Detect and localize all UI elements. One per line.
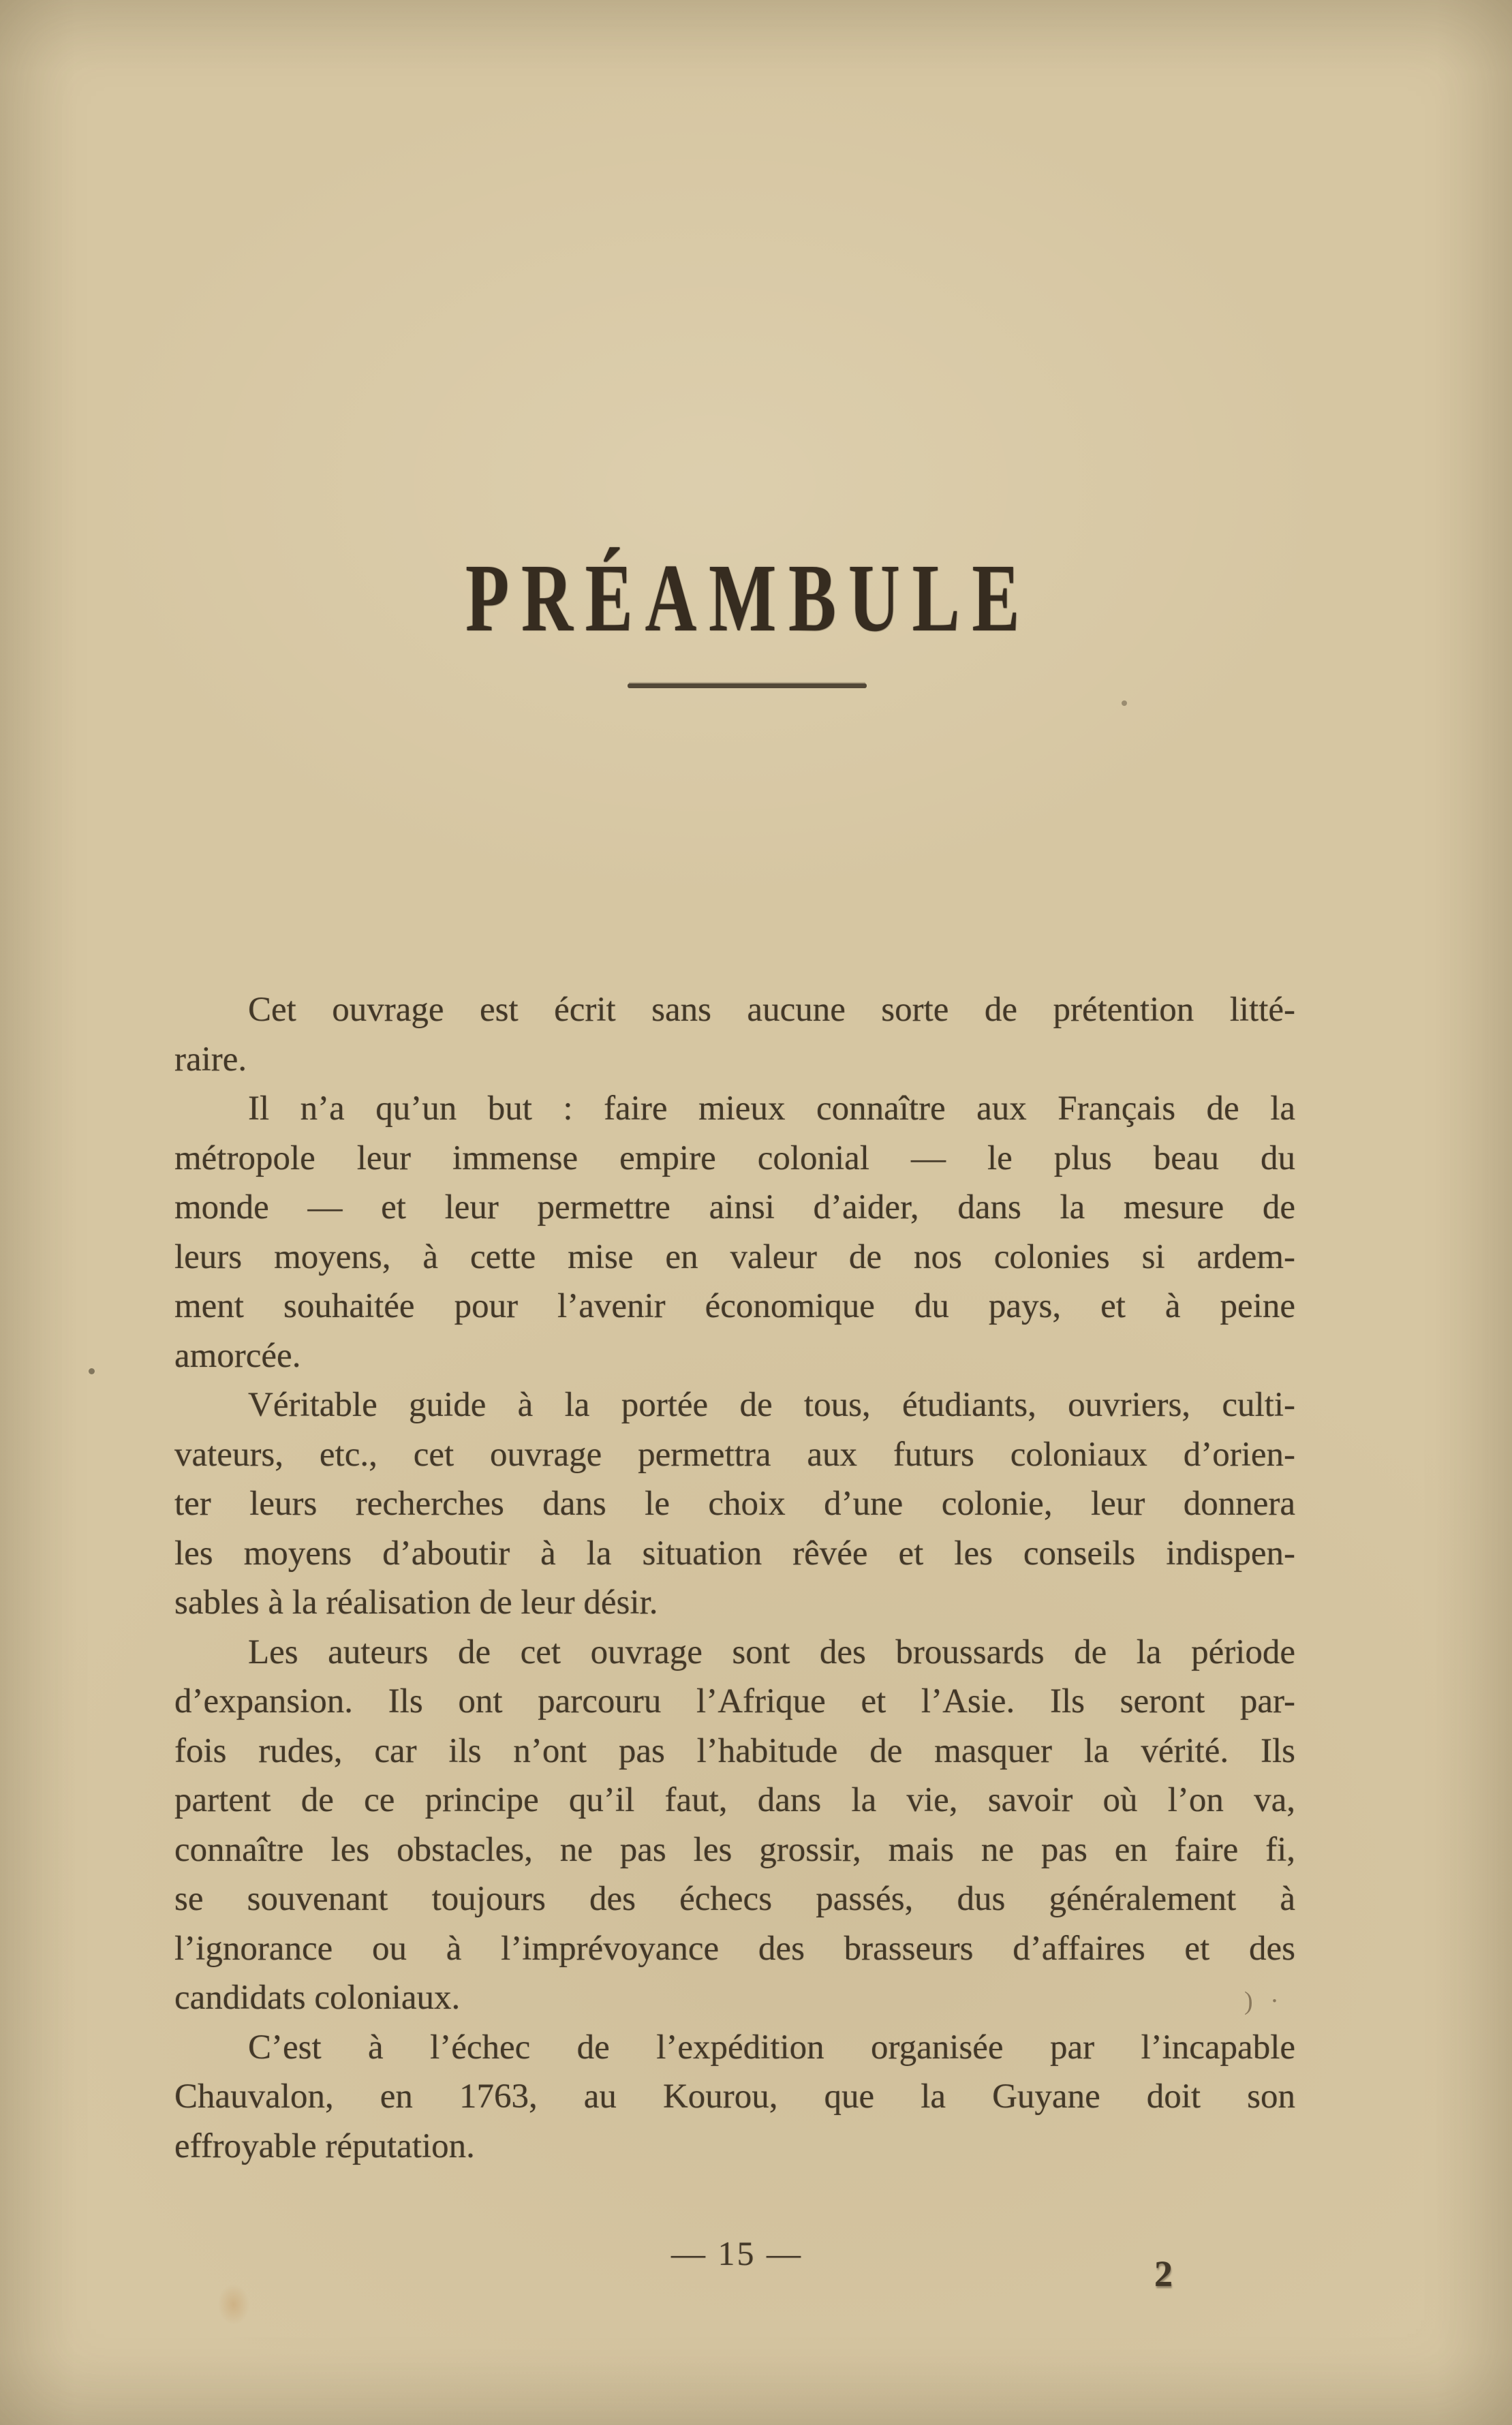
paper-stain xyxy=(218,2284,249,2325)
text-line: vateurs, etc., cet ouvrage permettra aux futurs coloniaux d’orien- xyxy=(174,1435,1295,1474)
text-line: ter leurs recherches dans le choix d’une colonie, leur donnera xyxy=(174,1485,1295,1523)
text-line: partent de ce principe qu’il faut, dans la vie, savoir où l’on va, xyxy=(174,1781,1295,1819)
text-line: C’est à l’échec de l’expédition organisée par l’incapable xyxy=(248,2028,1295,2067)
text-line: Véritable guide à la portée de tous, étudiants, ouvriers, culti- xyxy=(248,1386,1295,1424)
text-line: monde — et leur permettre ainsi d’aider, dans la mesure de xyxy=(174,1188,1295,1226)
text-line: fois rudes, car ils n’ont pas l’habitude de masquer la vérité. Ils xyxy=(174,1731,1295,1770)
text-line: connaître les obstacles, ne pas les grossir, mais ne pas en faire fi, xyxy=(174,1830,1295,1869)
text-line: Les auteurs de cet ouvrage sont des broussards de la période xyxy=(248,1633,1295,1671)
text-line: ment souhaitée pour l’avenir économique du pays, et à peine xyxy=(174,1287,1295,1325)
text-line: l’ignorance ou à l’imprévoyance des brasseurs d’affaires et des xyxy=(174,1929,1295,1968)
text-line: sables à la réalisation de leur désir. xyxy=(174,1584,658,1622)
paper-speck xyxy=(1122,700,1127,706)
text-line: raire. xyxy=(174,1040,247,1079)
text-line: effroyable réputation. xyxy=(174,2127,475,2165)
stray-ink-mark: ) · xyxy=(1244,1987,1284,2015)
text-line: les moyens d’aboutir à la situation rêvée et les conseils indispen- xyxy=(174,1534,1295,1573)
page-number: — 15 — xyxy=(671,2234,803,2272)
text-line: amorcée. xyxy=(174,1336,301,1375)
text-line: métropole leur immense empire colonial — le plus beau du xyxy=(174,1139,1295,1177)
text-line: Cet ouvrage est écrit sans aucune sorte de prétention litté- xyxy=(248,991,1295,1029)
text-line: Chauvalon, en 1763, au Kourou, que la Guyane doit son xyxy=(174,2078,1295,2116)
title-divider-rule xyxy=(628,683,867,688)
text-line: leurs moyens, à cette mise en valeur de nos colonies si ardem- xyxy=(174,1237,1295,1276)
text-line: Il n’a qu’un but : faire mieux connaître aux Français de la xyxy=(248,1090,1295,1128)
text-line: d’expansion. Ils ont parcouru l’Afrique et l’Asie. Ils seront par- xyxy=(174,1682,1295,1720)
body-text xyxy=(174,985,1295,2171)
text-line: candidats coloniaux. xyxy=(174,1979,461,2017)
paper-speck xyxy=(89,1368,95,1374)
page-title-wrap xyxy=(0,544,1497,651)
page-title: PRÉAMBULE xyxy=(465,544,1032,651)
signature-mark: 2 xyxy=(1154,2253,1173,2294)
text-line: se souvenant toujours des échecs passés, dus généralement à xyxy=(174,1880,1295,1918)
